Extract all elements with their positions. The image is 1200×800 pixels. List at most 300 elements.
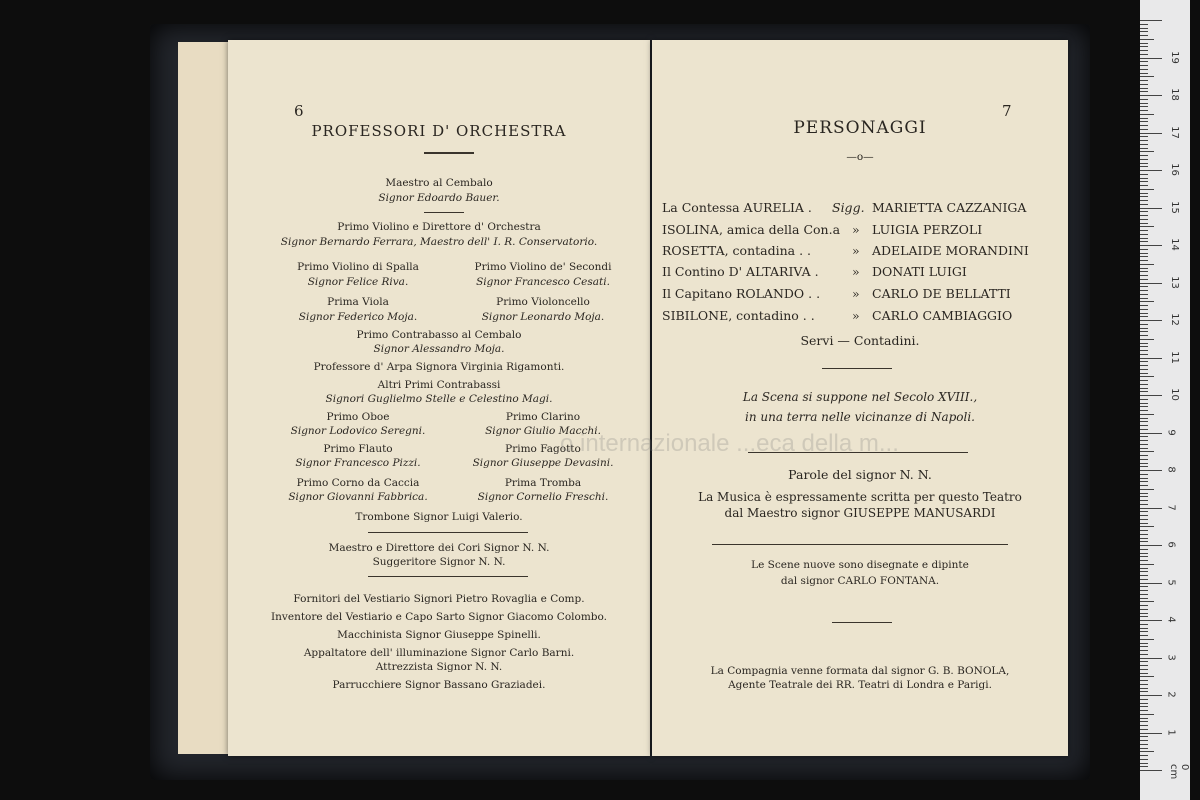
ruler-tick xyxy=(1140,504,1148,505)
scenery-credit: dal signor CARLO FONTANA. xyxy=(780,575,940,587)
role: Primo Contrabasso al Cembalo xyxy=(356,329,522,341)
ruler-tick xyxy=(1140,448,1148,449)
ruler-tick xyxy=(1140,526,1154,527)
cast-actor: DONATI LUIGI xyxy=(872,264,967,279)
ruler-tick xyxy=(1140,73,1148,74)
ruler-tick xyxy=(1140,264,1154,265)
ruler-tick xyxy=(1140,76,1154,77)
ruler-tick xyxy=(1140,185,1148,186)
ruler-tick xyxy=(1140,178,1148,179)
ruler-tick xyxy=(1140,361,1148,362)
ruler-tick xyxy=(1140,718,1148,719)
ruler-tick xyxy=(1140,725,1148,726)
ruler-tick xyxy=(1140,733,1162,734)
ruler-tick xyxy=(1140,43,1148,44)
name: Signor Federico Moja. xyxy=(298,311,418,323)
ruler-tick xyxy=(1140,568,1148,569)
role: Primo Clarino xyxy=(505,411,581,423)
ruler-tick xyxy=(1140,328,1148,329)
ruler-tick xyxy=(1140,545,1162,546)
chorus-line: Maestro e Direttore dei Cori Signor N. N. xyxy=(328,542,550,554)
ruler-tick xyxy=(1140,253,1148,254)
ruler-tick xyxy=(1140,204,1148,205)
ruler-number: 11 xyxy=(1168,350,1180,364)
ruler-tick xyxy=(1140,748,1148,749)
ruler-tick xyxy=(1140,391,1148,392)
ruler-tick xyxy=(1140,403,1148,404)
cast-marker: » xyxy=(852,243,860,258)
ruler-tick xyxy=(1140,155,1148,156)
cast-row xyxy=(662,243,1062,263)
ruler-tick xyxy=(1140,680,1148,681)
page-number: 7 xyxy=(1002,102,1012,120)
name: Signor Bernardo Ferrara, Maestro dell' I. R. Conservatorio. xyxy=(280,236,598,248)
ruler-tick xyxy=(1140,425,1148,426)
name: Signor Edoardo Bauer. xyxy=(378,192,500,204)
ruler-tick xyxy=(1140,166,1148,167)
ruler-tick xyxy=(1140,133,1162,134)
ruler-tick xyxy=(1140,455,1148,456)
ruler-tick xyxy=(1140,613,1148,614)
ruler-number: 9 xyxy=(1165,428,1177,436)
page-number: 6 xyxy=(294,102,304,120)
ruler-tick xyxy=(1140,598,1148,599)
ruler-tick xyxy=(1140,275,1148,276)
ruler-tick xyxy=(1140,189,1154,190)
ruler-tick xyxy=(1140,238,1148,239)
cast-actor: ADELAIDE MORANDINI xyxy=(872,243,1029,258)
ruler-tick xyxy=(1140,646,1148,647)
ruler-tick xyxy=(1140,451,1154,452)
ruler-tick xyxy=(1140,650,1148,651)
ruler-tick xyxy=(1140,140,1148,141)
page-title: PERSONAGGI xyxy=(793,118,927,138)
ruler-tick xyxy=(1140,466,1148,467)
ruler-tick xyxy=(1140,635,1148,636)
separator: —o— xyxy=(846,151,874,163)
ruler-tick xyxy=(1140,740,1148,741)
cast-role: ISOLINA, amica della Con.a xyxy=(662,222,841,237)
ruler-tick xyxy=(1140,410,1148,411)
ruler-tick xyxy=(1140,84,1148,85)
ruler-tick xyxy=(1140,440,1148,441)
ruler-tick xyxy=(1140,631,1148,632)
ruler-tick xyxy=(1140,406,1148,407)
ruler-tick xyxy=(1140,313,1148,314)
left-page xyxy=(228,40,650,756)
ruler-tick xyxy=(1140,665,1148,666)
staff-line: Macchinista Signor Giuseppe Spinelli. xyxy=(337,629,541,641)
ruler-tick xyxy=(1140,736,1148,737)
ruler-tick xyxy=(1140,436,1148,437)
ruler-tick xyxy=(1140,196,1148,197)
ruler-tick xyxy=(1140,703,1148,704)
setting-line: in una terra nelle vicinanze di Napoli. xyxy=(744,410,975,424)
ruler-tick xyxy=(1140,688,1148,689)
role: Primo Fagotto xyxy=(505,443,581,455)
ruler-tick xyxy=(1140,594,1148,595)
company-credit: Agente Teatrale dei RR. Teatri di Londra e Parigi. xyxy=(728,679,992,691)
ruler-tick xyxy=(1140,31,1148,32)
ruler-tick xyxy=(1140,658,1162,659)
role: Prima Viola xyxy=(327,296,389,308)
ruler-tick xyxy=(1140,35,1148,36)
page-title: PROFESSORI D' ORCHESTRA xyxy=(311,122,567,140)
role: Primo Violino di Spalla xyxy=(297,261,419,273)
ruler-tick xyxy=(1140,534,1148,535)
ruler-tick xyxy=(1140,121,1148,122)
ruler-tick xyxy=(1140,620,1162,621)
cast-role: Il Capitano ROLANDO . . xyxy=(662,286,821,301)
ruler-number: 19 xyxy=(1168,50,1180,64)
ruler-tick xyxy=(1140,481,1148,482)
ruler-tick xyxy=(1140,260,1148,261)
ruler-tick xyxy=(1140,380,1148,381)
ruler-tick xyxy=(1140,669,1148,670)
ruler-tick xyxy=(1140,208,1162,209)
name: Signor Cornelio Freschi. xyxy=(477,491,609,503)
ruler-tick xyxy=(1140,268,1148,269)
ruler-tick xyxy=(1140,373,1148,374)
role: Primo Oboe xyxy=(326,411,390,423)
ruler-tick xyxy=(1140,294,1148,295)
ruler-tick xyxy=(1140,226,1154,227)
ruler-tick xyxy=(1140,58,1162,59)
music-credit: La Musica è espressamente scritta per questo Teatro xyxy=(698,490,1022,504)
ruler-tick xyxy=(1140,163,1148,164)
ruler-number: 17 xyxy=(1168,125,1180,139)
role: Primo Violoncello xyxy=(496,296,590,308)
ruler-tick xyxy=(1140,286,1148,287)
ruler-tick xyxy=(1140,200,1148,201)
cast-marker: » xyxy=(852,264,860,279)
ruler-tick xyxy=(1140,639,1154,640)
ruler-tick xyxy=(1140,478,1148,479)
role: Prima Tromba xyxy=(504,477,582,489)
ruler-tick xyxy=(1140,335,1148,336)
cast-marker: Sigg. xyxy=(832,200,865,215)
ruler-tick xyxy=(1140,579,1148,580)
ruler-tick xyxy=(1140,350,1148,351)
ruler-tick xyxy=(1140,69,1148,70)
ruler-number: 15 xyxy=(1168,200,1180,214)
ruler-tick xyxy=(1140,699,1148,700)
staff-line: Fornitori del Vestiario Signori Pietro Rovaglia e Comp. xyxy=(293,593,585,605)
ruler-tick xyxy=(1140,103,1148,104)
cast-role: Il Contino D' ALTARIVA . xyxy=(662,264,819,279)
ruler-tick xyxy=(1140,583,1162,584)
ruler-tick xyxy=(1140,369,1148,370)
ruler-tick xyxy=(1140,181,1148,182)
ruler-tick xyxy=(1140,320,1162,321)
role: Primo Corno da Caccia xyxy=(296,477,420,489)
cast-role: SIBILONE, contadino . . xyxy=(662,308,815,323)
ruler-tick xyxy=(1140,331,1148,332)
ruler-tick xyxy=(1140,691,1148,692)
harp-line: Professore d' Arpa Signora Virginia Rigamonti. xyxy=(313,361,565,373)
ruler-tick xyxy=(1140,20,1162,21)
ruler-tick xyxy=(1140,676,1154,677)
ruler-tick xyxy=(1140,643,1148,644)
ruler-tick xyxy=(1140,114,1154,115)
ruler-tick xyxy=(1140,530,1148,531)
ruler-tick xyxy=(1140,95,1162,96)
ruler-number: 18 xyxy=(1168,88,1180,101)
short-rule xyxy=(832,622,892,623)
ruler-tick xyxy=(1140,515,1148,516)
ruler-tick xyxy=(1140,283,1162,284)
ruler-tick xyxy=(1140,129,1148,130)
name: Signor Lodovico Seregni. xyxy=(290,425,426,437)
ruler-tick xyxy=(1140,553,1148,554)
role: Primo Flauto xyxy=(323,443,393,455)
ruler-tick xyxy=(1140,770,1162,771)
ruler-tick xyxy=(1140,421,1148,422)
section-rule xyxy=(368,576,528,577)
ruler-tick xyxy=(1140,88,1148,89)
ruler-tick xyxy=(1140,616,1148,617)
ruler-tick xyxy=(1140,24,1148,25)
ruler-tick xyxy=(1140,215,1148,216)
name: Signor Leonardo Moja. xyxy=(481,311,605,323)
ruler-number: 2 xyxy=(1165,691,1177,698)
cast-actor: CARLO DE BELLATTI xyxy=(872,286,1011,301)
ruler-tick xyxy=(1140,271,1148,272)
ruler-tick xyxy=(1140,605,1148,606)
ruler-tick xyxy=(1140,601,1154,602)
ruler-tick xyxy=(1140,609,1148,610)
ruler-tick xyxy=(1140,193,1148,194)
ruler-tick xyxy=(1140,729,1148,730)
ruler-tick xyxy=(1140,523,1148,524)
short-rule xyxy=(424,212,464,213)
cast-marker: » xyxy=(852,308,860,323)
ruler-tick xyxy=(1140,418,1148,419)
ruler-tick xyxy=(1140,110,1148,111)
ruler-tick xyxy=(1140,125,1148,126)
role: Primo Violino e Direttore d' Orchestra xyxy=(337,221,541,233)
trombone-line: Trombone Signor Luigi Valerio. xyxy=(355,511,523,523)
ruler-tick xyxy=(1140,136,1148,137)
ruler-tick xyxy=(1140,339,1154,340)
libretto-credit: Parole del signor N. N. xyxy=(788,467,932,482)
staff-line: Parrucchiere Signor Bassano Graziadei. xyxy=(332,679,546,691)
ruler-tick xyxy=(1140,395,1162,396)
ruler-tick xyxy=(1140,706,1148,707)
role: Primo Violino de' Secondi xyxy=(474,261,612,273)
name: Signor Giuseppe Devasini. xyxy=(472,457,614,469)
ruler-tick xyxy=(1140,298,1148,299)
ruler-tick xyxy=(1140,230,1148,231)
ruler-tick xyxy=(1140,459,1148,460)
ruler-tick xyxy=(1140,744,1148,745)
ruler-tick xyxy=(1140,721,1148,722)
ruler-tick xyxy=(1140,234,1148,235)
section-rule xyxy=(712,544,1008,545)
ruler-number: 16 xyxy=(1168,163,1180,176)
ruler-tick xyxy=(1140,54,1148,55)
name: Signor Alessandro Moja. xyxy=(373,343,505,355)
cast-row xyxy=(662,286,1062,306)
ruler-tick xyxy=(1140,309,1148,310)
cast-row xyxy=(662,264,1062,284)
ruler-tick xyxy=(1140,80,1148,81)
ruler-tick xyxy=(1140,470,1162,471)
name: Signor Giovanni Fabbrica. xyxy=(288,491,428,503)
ruler-tick xyxy=(1140,493,1148,494)
ruler-tick xyxy=(1140,159,1148,160)
prompter-line: Suggeritore Signor N. N. xyxy=(372,556,506,568)
ruler-tick xyxy=(1140,358,1162,359)
ruler-number: 3 xyxy=(1165,653,1177,661)
ruler-tick xyxy=(1140,316,1148,317)
scenery-credit: Le Scene nuove sono disegnate e dipinte xyxy=(751,559,969,571)
short-rule xyxy=(822,368,892,369)
ruler-tick xyxy=(1140,219,1148,220)
ruler-number: 6 xyxy=(1165,541,1177,548)
extras-line: Servi — Contadini. xyxy=(800,333,920,348)
ruler-tick xyxy=(1140,549,1148,550)
ruler-tick xyxy=(1140,695,1162,696)
ruler-number: 12 xyxy=(1168,313,1180,326)
ruler-tick xyxy=(1140,586,1148,587)
music-credit: dal Maestro signor GIUSEPPE MANUSARDI xyxy=(724,506,996,520)
ruler-tick xyxy=(1140,365,1148,366)
ruler-tick xyxy=(1140,654,1148,655)
ruler-tick xyxy=(1140,508,1162,509)
ruler-tick xyxy=(1140,324,1148,325)
staff-line: Inventore del Vestiario e Capo Sarto Signor Giacomo Colombo. xyxy=(271,611,607,623)
ruler-tick xyxy=(1140,463,1148,464)
ruler-tick xyxy=(1140,343,1148,344)
ruler-tick xyxy=(1140,661,1148,662)
ruler-tick xyxy=(1140,346,1148,347)
ruler-tick xyxy=(1140,511,1148,512)
ruler-tick xyxy=(1140,91,1148,92)
measuring-ruler xyxy=(1140,0,1190,800)
ruler-number: 14 xyxy=(1168,238,1180,251)
ruler-tick xyxy=(1140,433,1162,434)
cast-actor: LUIGIA PERZOLI xyxy=(872,222,983,237)
ruler-tick xyxy=(1140,624,1148,625)
ruler-tick xyxy=(1140,556,1148,557)
ruler-tick xyxy=(1140,673,1148,674)
ruler-number: 7 xyxy=(1165,503,1177,511)
ruler-tick xyxy=(1140,249,1148,250)
ruler-tick xyxy=(1140,170,1162,171)
section-rule xyxy=(368,532,528,533)
ruler-tick xyxy=(1140,223,1148,224)
ruler-tick xyxy=(1140,118,1148,119)
cast-marker: » xyxy=(852,222,860,237)
ruler-tick xyxy=(1140,39,1154,40)
ruler-tick xyxy=(1140,279,1148,280)
ruler-tick xyxy=(1140,560,1148,561)
ornament-rule xyxy=(424,152,474,154)
ruler-tick xyxy=(1140,541,1148,542)
cast-actor: MARIETTA CAZZANIGA xyxy=(872,200,1027,215)
ruler-tick xyxy=(1140,388,1148,389)
ruler-number: 5 xyxy=(1165,578,1177,586)
ruler-tick xyxy=(1140,290,1148,291)
cast-actor: CARLO CAMBIAGGIO xyxy=(872,308,1013,323)
ruler-tick xyxy=(1140,628,1148,629)
ruler-tick xyxy=(1140,301,1154,302)
ruler-tick xyxy=(1140,590,1148,591)
setting-line: La Scena si suppone nel Secolo XVIII., xyxy=(742,390,978,404)
ruler-tick xyxy=(1140,241,1148,242)
ruler-tick xyxy=(1140,399,1148,400)
cast-row xyxy=(662,200,1062,220)
ruler-number: 13 xyxy=(1168,275,1180,289)
ruler-tick xyxy=(1140,28,1148,29)
ruler-tick xyxy=(1140,755,1148,756)
ruler-tick xyxy=(1140,564,1154,565)
ruler-tick xyxy=(1140,575,1148,576)
cast-row xyxy=(662,222,1062,242)
name: Signori Guglielmo Stelle e Celestino Magi. xyxy=(325,393,553,405)
ruler-tick xyxy=(1140,61,1148,62)
ruler-tick xyxy=(1140,354,1148,355)
cast-role: La Contessa AURELIA . xyxy=(662,200,812,215)
ruler-tick xyxy=(1140,174,1148,175)
name: Signor Francesco Pizzi. xyxy=(295,457,421,469)
ruler-tick xyxy=(1140,46,1148,47)
ruler-tick xyxy=(1140,714,1154,715)
cast-row xyxy=(662,308,1062,328)
ruler-tick xyxy=(1140,519,1148,520)
ruler-tick xyxy=(1140,485,1148,486)
staff-line: Attrezzista Signor N. N. xyxy=(375,661,503,673)
ruler-tick xyxy=(1140,538,1148,539)
ruler-tick xyxy=(1140,106,1148,107)
ruler-tick xyxy=(1140,148,1148,149)
name: Signor Giulio Macchi. xyxy=(485,425,601,437)
ruler-tick xyxy=(1140,496,1148,497)
right-page xyxy=(652,40,1068,756)
ruler-number: 8 xyxy=(1165,466,1177,473)
ruler-tick xyxy=(1140,500,1148,501)
ruler-tick xyxy=(1140,245,1162,246)
ruler-tick xyxy=(1140,376,1154,377)
ruler-tick xyxy=(1140,65,1148,66)
role: Maestro al Cembalo xyxy=(385,177,493,189)
company-credit: La Compagnia venne formata dal signor G. B. BONOLA, xyxy=(710,665,1010,677)
ruler-tick xyxy=(1140,444,1148,445)
ruler-tick xyxy=(1140,414,1154,415)
ruler-tick xyxy=(1140,144,1148,145)
ruler-tick xyxy=(1140,571,1148,572)
ruler-tick xyxy=(1140,211,1148,212)
ruler-number: 4 xyxy=(1165,616,1177,623)
name: Signor Francesco Cesati. xyxy=(476,276,610,288)
ruler-tick xyxy=(1140,384,1148,385)
ruler-number: 0 cm xyxy=(1168,764,1190,780)
ruler-tick xyxy=(1140,710,1148,711)
role: Altri Primi Contrabassi xyxy=(377,379,501,391)
ruler-tick xyxy=(1140,759,1148,760)
ruler-tick xyxy=(1140,99,1148,100)
ruler-tick xyxy=(1140,429,1148,430)
staff-line: Appaltatore dell' illuminazione Signor Carlo Barni. xyxy=(303,647,575,659)
ruler-tick xyxy=(1140,684,1148,685)
name: Signor Felice Riva. xyxy=(307,276,409,288)
ruler-tick xyxy=(1140,751,1154,752)
ruler-tick xyxy=(1140,763,1148,764)
ruler-tick xyxy=(1140,766,1148,767)
cast-marker: » xyxy=(852,286,860,301)
cast-role: ROSETTA, contadina . . xyxy=(662,243,811,258)
